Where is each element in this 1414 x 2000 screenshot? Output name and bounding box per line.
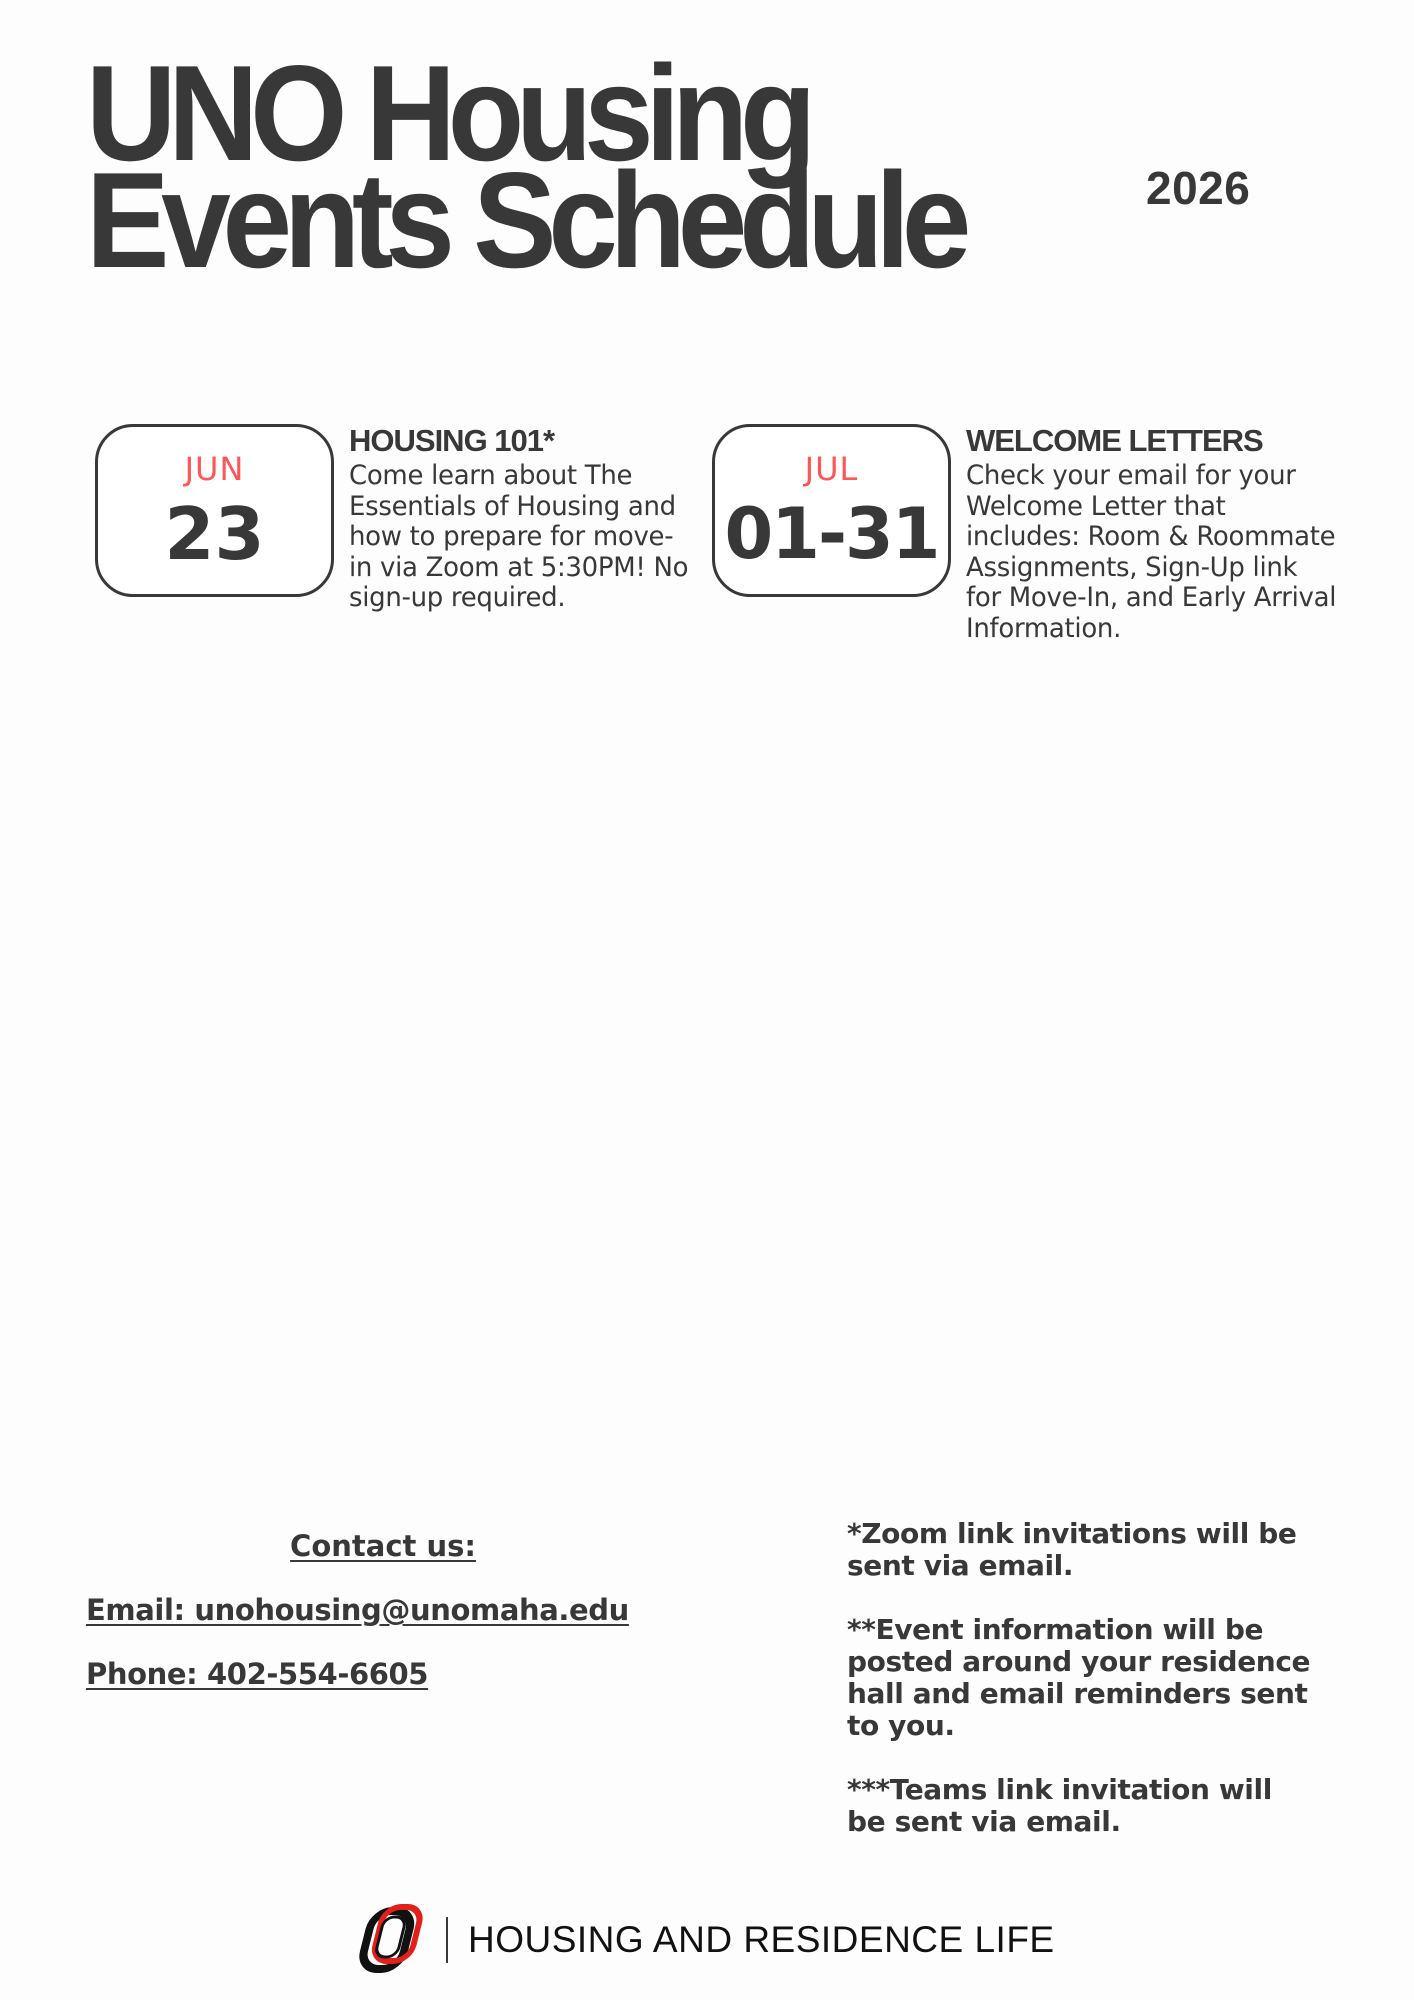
page-title (86, 37, 964, 296)
logo-divider (446, 1917, 448, 1963)
title-line-2: Events Schedule (86, 144, 964, 296)
event-day: 23 (164, 492, 265, 576)
event-title: WELCOME LETTERS (966, 423, 1263, 458)
event-day-range: 01-31 (724, 493, 939, 575)
title-line-1: UNO Housing (86, 37, 809, 189)
uno-o-logo-icon (356, 1903, 432, 1978)
footnotes (847, 1518, 1317, 1870)
event-month: JUN (184, 450, 245, 488)
contact-phone-link[interactable]: Phone: 402-554-6605 (86, 1657, 429, 1691)
event-description: Come learn about The Essentials of Housing and how to prepare for move-in via Zoom at 5:30PM! No sign-up required. (349, 460, 689, 613)
schedule-year: 2026 (1146, 162, 1251, 214)
event-details-housing-101 (349, 424, 719, 614)
organization-name: HOUSING AND RESIDENCE LIFE (468, 1919, 1055, 1960)
footnote-teams: ***Teams link invitation will be sent via email. (847, 1773, 1272, 1838)
footer-logo (356, 1904, 1055, 1976)
contact-email-link[interactable]: Email: unohousing@unomaha.edu (86, 1593, 629, 1627)
event-description: Check your email for your Welcome Letter that includes: Room & Roommate Assignments, Sign-Up link for Move-In, and Early Arrival Information. (966, 460, 1337, 644)
contact-section (86, 1528, 686, 1692)
event-date-badge-welcome-letters (712, 424, 951, 597)
footnote-zoom: *Zoom link invitations will be sent via email. (847, 1517, 1297, 1582)
contact-heading: Contact us: (290, 1529, 476, 1563)
event-date-badge-housing-101 (95, 424, 334, 597)
event-title: HOUSING 101* (349, 423, 555, 458)
event-details-welcome-letters (966, 424, 1336, 644)
event-month: JUL (804, 450, 859, 488)
footnote-event-info: **Event information will be posted around your residence hall and email reminders sent to you. (847, 1613, 1311, 1742)
